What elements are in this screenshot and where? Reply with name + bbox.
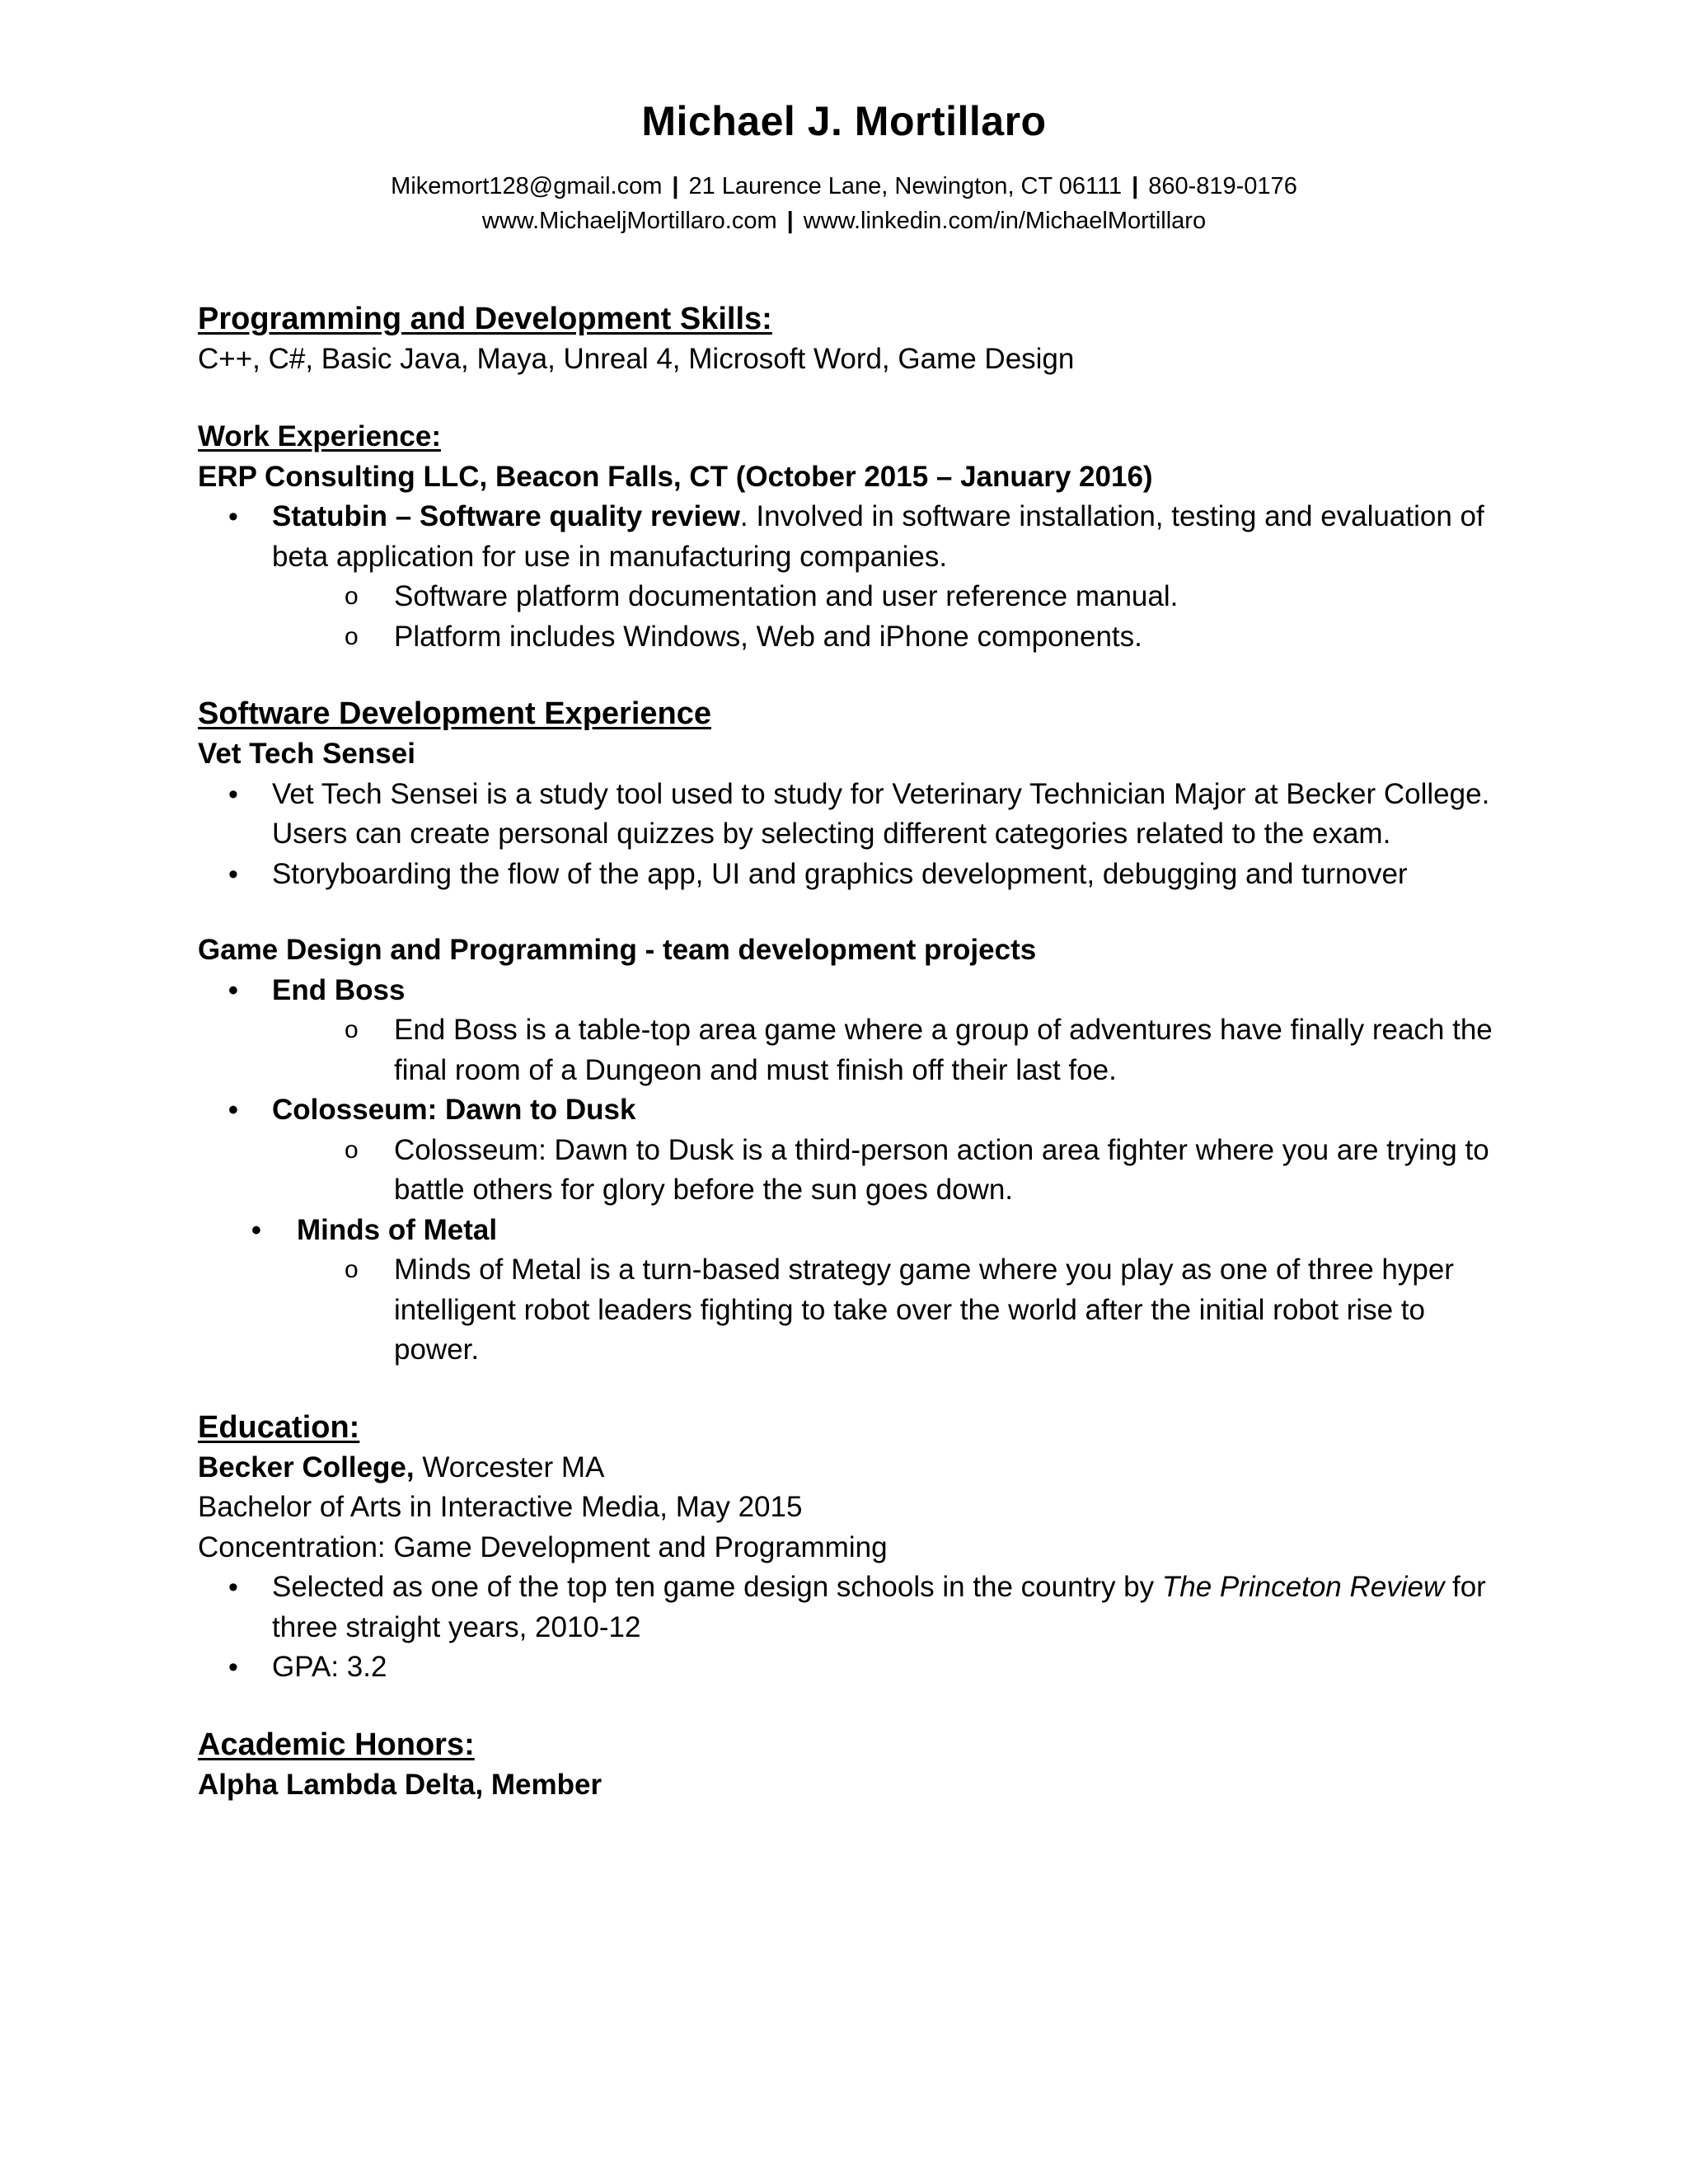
work-sub-item: o Platform includes Windows, Web and iPhone components. [198,617,1500,658]
software-project-name: Vet Tech Sensei [198,738,415,770]
separator: | [672,173,679,199]
candidate-name: Michael J. Mortillaro [641,98,1047,144]
game-name: • End Boss [198,971,1500,1011]
work-item-title: Statubin – Software quality review [272,500,740,532]
work-heading: Work Experience: [198,419,442,452]
linkedin-link: www.linkedin.com/in/MichaelMortillaro [803,208,1207,234]
software-bullet: • Storyboarding the flow of the app, UI and graphics development, debugging and turnover [198,855,1500,895]
employer-line: ERP Consulting LLC, Beacon Falls, CT (October 2015 – January 2016) [198,460,1153,493]
skills-list: C++, C#, Basic Java, Maya, Unreal 4, Microsoft Word, Game Design [198,343,1075,375]
work-bullet [198,497,1500,577]
concentration-line: Concentration: Game Development and Programming [198,1530,888,1563]
separator: | [1132,173,1139,199]
address: 21 Laurence Lane, Newington, CT 06111 [688,173,1123,199]
resume-body [198,298,1500,1805]
contact-line-1 [0,173,1688,200]
software-bullet: • Vet Tech Sensei is a study tool used to study for Veterinary Technician Major at Becker College. Users can create personal quizzes by selecting different categories related to the exam. [198,775,1500,855]
game-description: o Minds of Metal is a turn-based strategy game where you play as one of three hyper intelligent robot leaders fighting to take over the world after the initial robot rise to power. [198,1250,1500,1371]
honor-item: Alpha Lambda Delta, Member [198,1768,603,1801]
software-heading: Software Development Experience [198,696,711,731]
separator: | [786,208,794,234]
phone: 860-819-0176 [1148,173,1297,199]
school-name: Becker College, [198,1451,415,1483]
work-item-text: . Involved in software installation, testing and evaluation of beta application for use in manufacturing companies. [272,500,1484,573]
games-heading: Game Design and Programming - team development projects [198,934,1037,966]
school-line [198,1448,1500,1488]
email: Mikemort128@gmail.com [391,173,663,199]
gpa-bullet: • GPA: 3.2 [198,1647,1500,1688]
education-honor-bullet [198,1568,1500,1647]
honors-heading: Academic Honors: [198,1727,475,1762]
contact-line-2 [0,208,1688,235]
honor-suffix: for three straight years, 2010-12 [272,1571,1486,1643]
game-name: • Minds of Metal [198,1211,1500,1251]
work-sub-item: o Software platform documentation and user reference manual. [198,577,1500,617]
website-link: www.MichaeljMortillaro.com [481,208,777,234]
degree-line: Bachelor of Arts in Interactive Media, May 2015 [198,1491,803,1523]
honor-source: The Princeton Review [1161,1571,1445,1603]
game-description: o End Boss is a table-top area game where a group of adventures have finally reach the final room of a Dungeon and must finish off their last foe. [198,1010,1500,1090]
skills-heading: Programming and Development Skills: [198,302,772,336]
honor-prefix: Selected as one of the top ten game design schools in the country by [272,1571,1162,1603]
education-heading: Education: [198,1409,360,1445]
school-location: Worcester MA [414,1451,605,1483]
game-name: • Colosseum: Dawn to Dusk [198,1090,1500,1131]
game-description: o Colosseum: Dawn to Dusk is a third-person action area fighter where you are trying to battle others for glory before the sun goes down. [198,1131,1500,1211]
